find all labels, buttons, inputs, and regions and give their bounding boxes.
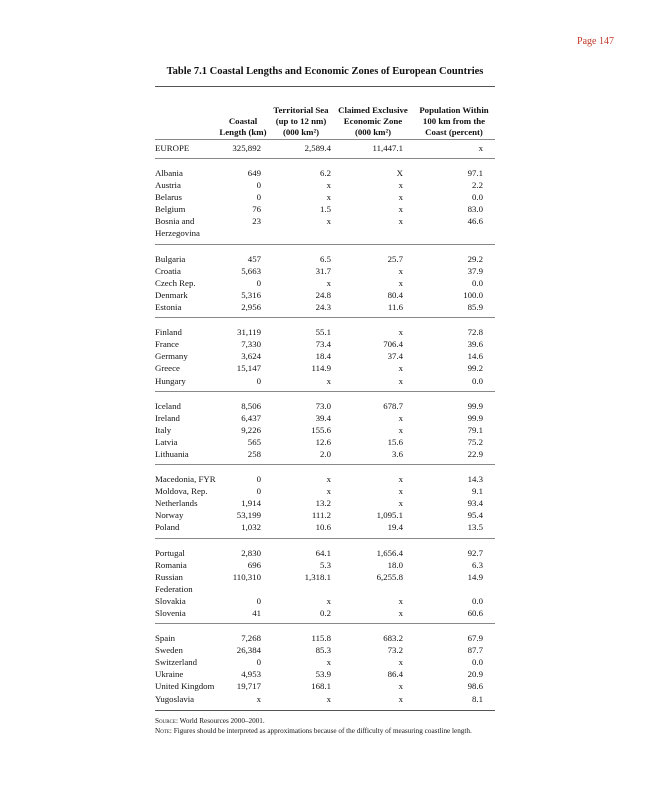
header-economic-zone: Claimed Exclusive Economic Zone (000 km²) — [338, 105, 408, 137]
table-row — [155, 167, 495, 179]
table-row — [155, 656, 495, 668]
territorial-sea: 64.1 — [315, 547, 331, 558]
country-name: Romania — [155, 559, 187, 570]
economic-zone: 18.0 — [387, 559, 403, 570]
territorial-sea: 85.3 — [315, 645, 331, 656]
table-row — [155, 559, 495, 571]
coastal-length: 1,914 — [241, 498, 261, 509]
group-separator — [155, 391, 495, 400]
population-coast: 0.0 — [472, 277, 483, 288]
population-coast: 87.7 — [467, 645, 483, 656]
territorial-sea: x — [326, 192, 331, 203]
europe-row — [155, 142, 495, 154]
coastal-length: 0 — [256, 657, 261, 668]
population-coast: 46.6 — [467, 216, 483, 227]
territorial-sea: 114.9 — [311, 363, 331, 374]
coastal-length: 15,147 — [236, 363, 261, 374]
country-name: Lithuania — [155, 448, 189, 459]
territorial-sea: x — [326, 180, 331, 191]
territorial-sea: 5.3 — [320, 559, 331, 570]
territorial-sea: 39.4 — [315, 412, 331, 423]
country-name: Belgium — [155, 204, 186, 215]
coastal-length: 696 — [247, 559, 261, 570]
group-separator — [155, 538, 495, 547]
territorial-sea: x — [326, 474, 331, 485]
economic-zone: x — [398, 375, 403, 386]
territorial-sea: 1.5 — [320, 204, 331, 215]
territorial-sea: x — [326, 375, 331, 386]
country-name: Ireland — [155, 412, 180, 423]
coastal-length: 7,330 — [241, 339, 261, 350]
territorial-sea: 24.3 — [315, 302, 331, 313]
table-row — [155, 338, 495, 350]
coastal-length: 649 — [247, 168, 261, 179]
table-row — [155, 179, 495, 191]
territorial-sea: 155.6 — [311, 424, 331, 435]
header-territorial-sea: Territorial Sea (up to 12 nm) (000 km²) — [273, 105, 329, 137]
table-row — [155, 253, 495, 265]
population-coast: 20.9 — [467, 669, 483, 680]
territorial-sea: 18.4 — [315, 351, 331, 362]
country-name: United Kingdom — [155, 681, 215, 692]
coastal-length: 1,032 — [241, 522, 261, 533]
population-coast: 67.9 — [467, 633, 483, 644]
territorial-sea: 6.5 — [320, 253, 331, 264]
country-name: Iceland — [155, 400, 181, 411]
economic-zone: x — [398, 681, 403, 692]
coastal-length: 76 — [252, 204, 261, 215]
country-name: Yugoslavia — [155, 693, 195, 704]
economic-zone: 683.2 — [383, 633, 403, 644]
group-separator — [155, 244, 495, 253]
economic-zone: x — [398, 498, 403, 509]
country-name: Italy — [155, 424, 172, 435]
table-row — [155, 485, 495, 497]
economic-zone: 19.4 — [387, 522, 403, 533]
country-name: Macedonia, FYR — [155, 474, 216, 485]
economic-zone: x — [398, 486, 403, 497]
header-rule — [155, 139, 495, 140]
table-row — [155, 412, 495, 424]
coastal-length: 0 — [256, 486, 261, 497]
territorial-sea: 53.9 — [315, 669, 331, 680]
coastal-length: 9,226 — [241, 424, 261, 435]
country-name: Austria — [155, 180, 181, 191]
country-name: Estonia — [155, 302, 182, 313]
table-row — [155, 326, 495, 338]
table-row — [155, 680, 495, 692]
country-name: Belarus — [155, 192, 182, 203]
population-coast: 79.1 — [467, 424, 483, 435]
population-coast: 99.9 — [467, 400, 483, 411]
group-separator — [155, 464, 495, 473]
country-name: Croatia — [155, 265, 181, 276]
country-name: Sweden — [155, 645, 183, 656]
table-row — [155, 215, 495, 239]
economic-zone: 15.6 — [387, 436, 403, 447]
economic-zone: x — [398, 595, 403, 606]
coastal-length: 258 — [247, 448, 261, 459]
population-coast: 14.9 — [467, 571, 483, 582]
population-coast: 99.2 — [467, 363, 483, 374]
table-row — [155, 693, 495, 705]
country-name: Switzerland — [155, 657, 198, 668]
territorial-sea: 168.1 — [311, 681, 331, 692]
country-name: EUROPE — [155, 143, 190, 153]
coastal-length: 0 — [256, 595, 261, 606]
country-name: Germany — [155, 351, 188, 362]
coastal-length: 19,717 — [236, 681, 261, 692]
footnotes — [155, 716, 495, 736]
population-coast: 8.1 — [472, 693, 483, 704]
territorial-sea: x — [326, 486, 331, 497]
country-name: Portugal — [155, 547, 185, 558]
coastal-length: 6,437 — [241, 412, 261, 423]
table-row — [155, 362, 495, 374]
coastal-length: 26,384 — [236, 645, 261, 656]
table-row — [155, 607, 495, 619]
population-coast: 0.0 — [472, 657, 483, 668]
header-population: Population Within 100 km from the Coast (percent) — [419, 105, 489, 137]
header-coastal-length: Coastal Length (km) — [219, 116, 267, 137]
population-coast: 0.0 — [472, 375, 483, 386]
population-coast: 9.1 — [472, 486, 483, 497]
table-row — [155, 644, 495, 656]
table-row — [155, 473, 495, 485]
territorial-sea: 2.0 — [320, 448, 331, 459]
table-row — [155, 547, 495, 559]
economic-zone: 678.7 — [383, 400, 403, 411]
population-coast: 99.9 — [467, 412, 483, 423]
population-coast: 98.6 — [467, 681, 483, 692]
country-name: Czech Rep. — [155, 277, 196, 288]
population-coast: 37.9 — [467, 265, 483, 276]
country-name: Slovakia — [155, 595, 186, 606]
coastal-length: 2,956 — [241, 302, 261, 313]
territorial-sea: 12.6 — [315, 436, 331, 447]
territorial-sea: 1,318.1 — [304, 571, 331, 582]
coastal-length: 53,199 — [236, 510, 261, 521]
general-note — [155, 726, 495, 736]
note-label: Note: — [155, 727, 172, 735]
table-row — [155, 203, 495, 215]
territorial-sea: x — [326, 216, 331, 227]
economic-zone: x — [398, 608, 403, 618]
table-row — [155, 265, 495, 277]
population-coast: 0.0 — [472, 595, 483, 606]
economic-zone: 11,447.1 — [372, 143, 403, 153]
population-coast: 83.0 — [467, 204, 483, 215]
economic-zone: 80.4 — [387, 289, 403, 300]
population-coast: 0.0 — [472, 192, 483, 203]
country-name: Hungary — [155, 375, 186, 386]
territorial-sea: 73.0 — [315, 400, 331, 411]
coastal-length: 0 — [256, 192, 261, 203]
economic-zone: 11.6 — [387, 302, 403, 313]
population-coast: 13.5 — [467, 522, 483, 533]
country-name: Norway — [155, 510, 184, 521]
bottom-rule — [155, 710, 495, 711]
country-name: Slovenia — [155, 608, 186, 618]
coastal-length: 4,953 — [241, 669, 261, 680]
population-coast: 14.6 — [467, 351, 483, 362]
country-name: Greece — [155, 363, 180, 374]
economic-zone: 73.2 — [387, 645, 403, 656]
coastal-length: x — [256, 693, 261, 704]
population-coast: 39.6 — [467, 339, 483, 350]
column-headers — [155, 92, 495, 138]
top-rule — [155, 86, 495, 87]
group-separator — [155, 317, 495, 326]
country-name: Moldova, Rep. — [155, 486, 208, 497]
population-coast: 75.2 — [467, 436, 483, 447]
table-row — [155, 448, 495, 460]
note-text: Figures should be interpreted as approximations because of the difficulty of measuring coastline length. — [173, 727, 472, 735]
economic-zone: x — [398, 412, 403, 423]
territorial-sea: 10.6 — [315, 522, 331, 533]
country-name: Poland — [155, 522, 180, 533]
source-label: Source: — [155, 717, 178, 725]
economic-zone: 1,095.1 — [376, 510, 403, 521]
source-note — [155, 716, 495, 726]
table-row — [155, 424, 495, 436]
table-title: Table 7.1 Coastal Lengths and Economic Zones of European Countries — [166, 66, 484, 77]
country-name: Bosnia and Herzegovina — [155, 216, 200, 239]
economic-zone: X — [396, 168, 403, 179]
population-coast: 92.7 — [467, 547, 483, 558]
table-row — [155, 595, 495, 607]
table-row — [155, 289, 495, 301]
country-name: France — [155, 339, 179, 350]
table-row — [155, 497, 495, 509]
population-coast: 6.3 — [472, 559, 483, 570]
territorial-sea: x — [326, 693, 331, 704]
economic-zone: x — [398, 474, 403, 485]
table-row — [155, 436, 495, 448]
population-coast: 22.9 — [467, 448, 483, 459]
coastal-length: 3,624 — [241, 351, 261, 362]
economic-zone: x — [398, 265, 403, 276]
table-row — [155, 509, 495, 521]
country-name: Netherlands — [155, 498, 198, 509]
country-name: Finland — [155, 327, 182, 338]
population-coast: x — [478, 143, 483, 153]
territorial-sea: 0.2 — [320, 608, 331, 618]
economic-zone: x — [398, 180, 403, 191]
territorial-sea: x — [326, 657, 331, 668]
population-coast: 14.3 — [467, 474, 483, 485]
economic-zone: 706.4 — [383, 339, 403, 350]
coastal-length: 0 — [256, 277, 261, 288]
country-name: Spain — [155, 633, 176, 644]
coastal-length: 325,892 — [232, 143, 261, 153]
coastal-length: 0 — [256, 375, 261, 386]
population-coast: 95.4 — [467, 510, 483, 521]
country-name: Albania — [155, 168, 183, 179]
table-body — [155, 142, 495, 705]
territorial-sea: 31.7 — [315, 265, 331, 276]
economic-zone: x — [398, 277, 403, 288]
coastal-length: 2,830 — [241, 547, 261, 558]
territorial-sea: 13.2 — [315, 498, 331, 509]
coastal-length: 0 — [256, 474, 261, 485]
economic-zone: 25.7 — [387, 253, 403, 264]
territorial-sea: x — [326, 277, 331, 288]
table-row — [155, 668, 495, 680]
territorial-sea: 115.8 — [311, 633, 331, 644]
economic-zone: 6,255.8 — [376, 571, 403, 582]
population-coast: 100.0 — [463, 289, 483, 300]
country-name: Latvia — [155, 436, 178, 447]
country-name: Bulgaria — [155, 253, 186, 264]
coastal-length: 0 — [256, 180, 261, 191]
table-row — [155, 632, 495, 644]
population-coast: 29.2 — [467, 253, 483, 264]
economic-zone: 1,656.4 — [376, 547, 403, 558]
table-row — [155, 375, 495, 387]
territorial-sea: 55.1 — [315, 327, 331, 338]
population-coast: 97.1 — [467, 168, 483, 179]
territorial-sea: x — [326, 595, 331, 606]
economic-zone: x — [398, 192, 403, 203]
population-coast: 85.9 — [467, 302, 483, 313]
coastal-length: 41 — [252, 608, 261, 618]
economic-zone: x — [398, 204, 403, 215]
population-coast: 93.4 — [467, 498, 483, 509]
coastal-length: 7,268 — [241, 633, 261, 644]
group-separator — [155, 623, 495, 632]
economic-zone: x — [398, 693, 403, 704]
economic-zone: x — [398, 657, 403, 668]
country-name: Denmark — [155, 289, 188, 300]
coastal-length: 23 — [252, 216, 261, 227]
economic-zone: 37.4 — [387, 351, 403, 362]
population-coast: 2.2 — [472, 180, 483, 191]
coastal-length: 8,506 — [241, 400, 261, 411]
economic-zone: x — [398, 424, 403, 435]
country-name: Ukraine — [155, 669, 184, 680]
table-row — [155, 400, 495, 412]
territorial-sea: 6.2 — [320, 168, 331, 179]
territorial-sea: 73.4 — [315, 339, 331, 350]
table-row — [155, 301, 495, 313]
coastal-length: 110,310 — [232, 571, 261, 582]
economic-zone: x — [398, 327, 403, 338]
page-number: Page 147 — [577, 36, 614, 47]
territorial-sea: 111.2 — [311, 510, 331, 521]
population-coast: 60.6 — [467, 608, 483, 618]
economic-zone: x — [398, 216, 403, 227]
population-coast: 72.8 — [467, 327, 483, 338]
coastal-length: 5,663 — [241, 265, 261, 276]
table-row — [155, 277, 495, 289]
table-row — [155, 571, 495, 595]
table-row — [155, 350, 495, 362]
economic-zone: x — [398, 363, 403, 374]
economic-zone: 3.6 — [392, 448, 403, 459]
territorial-sea: 24.8 — [315, 289, 331, 300]
coastal-length: 5,316 — [241, 289, 261, 300]
coastal-length: 565 — [247, 436, 261, 447]
territorial-sea: 2,589.4 — [304, 143, 331, 153]
table-row — [155, 191, 495, 203]
economic-zone: 86.4 — [387, 669, 403, 680]
source-text: World Resources 2000–2001. — [179, 717, 265, 725]
coastal-length: 31,119 — [237, 327, 261, 338]
coastal-length: 457 — [247, 253, 261, 264]
table-row — [155, 521, 495, 533]
country-name: Russian Federation — [155, 571, 193, 594]
group-separator — [155, 158, 495, 167]
